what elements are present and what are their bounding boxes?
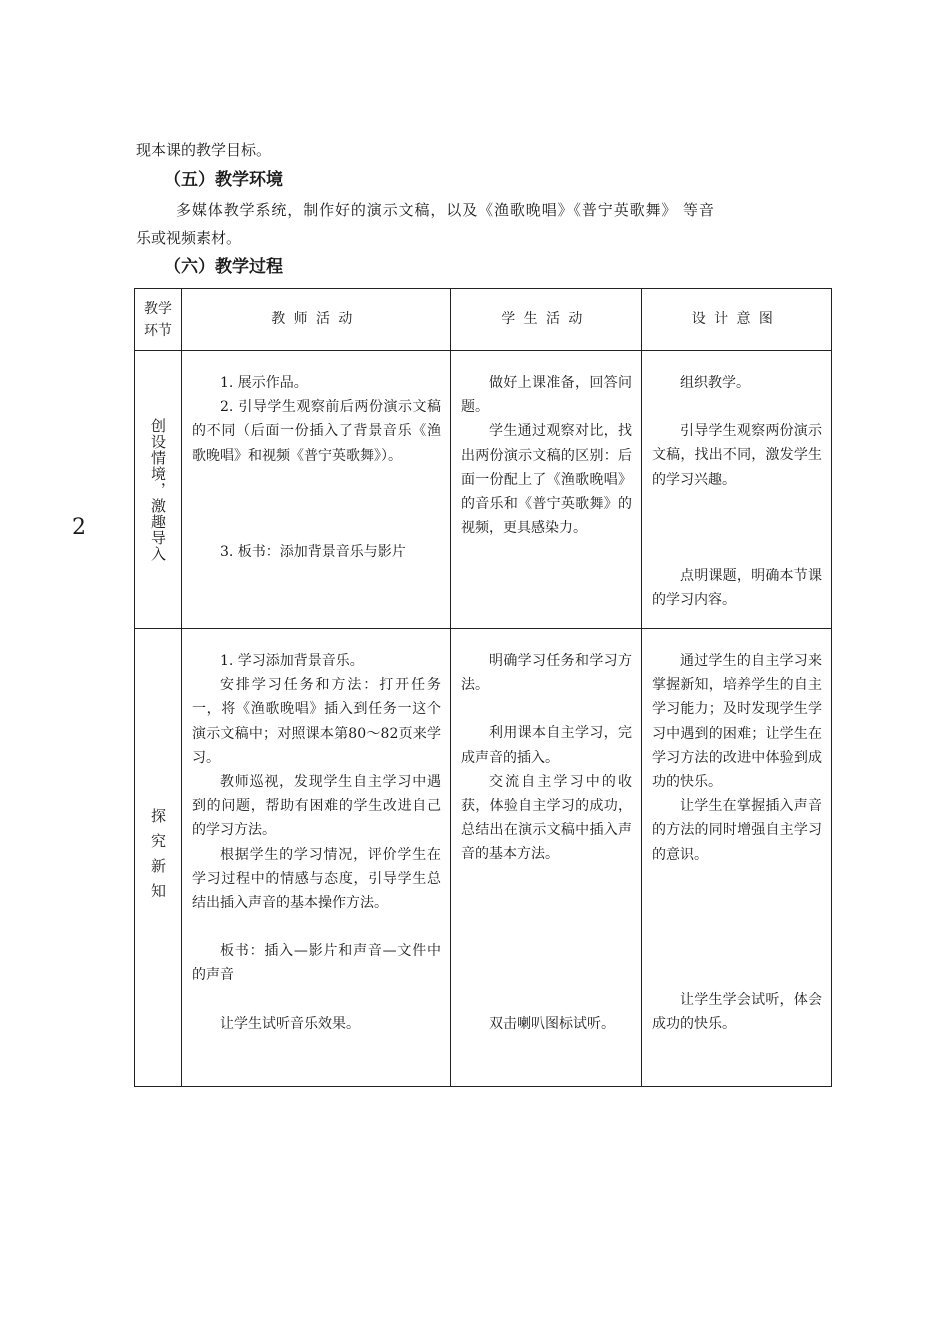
- intent-item: 组织教学。: [680, 375, 750, 391]
- section-5-paragraph-line-1: 多媒体教学系统，制作好的演示文稿，以及《渔歌晚唱》《普宁英歌舞》 等音: [176, 201, 715, 219]
- teacher-cell-explore: [182, 629, 451, 1087]
- teacher-item: 1. 学习添加背景音乐。: [220, 653, 364, 669]
- intent-item: 让学生在掌握插入声音的方法的同时增强自主学习的意识。: [652, 798, 822, 863]
- header-student-activity: 学生活动: [451, 289, 642, 351]
- table-header-row: [135, 289, 832, 351]
- student-item: 交流自主学习中的收获，体验自主学习的成功，总结出在演示文稿中插入声音的基本方法。: [461, 773, 632, 863]
- stage-label-explore: 探究新知: [149, 807, 167, 908]
- student-cell-explore: [451, 629, 642, 1087]
- header-stage-line-2: 环节: [144, 322, 172, 339]
- intent-cell-explore: [642, 629, 832, 1087]
- intro-continuation: 现本课的教学目标。: [136, 141, 272, 159]
- stage-cell-explore: [135, 629, 182, 1087]
- intent-item: 引导学生观察两份演示文稿，找出不同，激发学生的学习兴趣。: [652, 423, 822, 488]
- teacher-item: 3. 板书：添加背景音乐与影片: [220, 543, 406, 560]
- intent-cell-intro: [642, 351, 832, 629]
- teacher-item: 安排学习任务和方法：打开任务一，将《渔歌晚唱》插入到任务一这个演示文稿中；对照课本第80～82页来学习。: [192, 677, 441, 766]
- header-stage: [135, 289, 182, 351]
- teacher-item: 教师巡视，发现学生自主学习中遇到的问题，帮助有困难的学生改进自己的学习方法。: [192, 774, 441, 839]
- header-stage-line-1: 教学: [144, 300, 172, 317]
- header-design-intent: 设计意图: [642, 289, 832, 351]
- teaching-process-table: [134, 288, 832, 1087]
- teacher-item: 板书：插入—影片和声音—文件中的声音: [192, 943, 441, 984]
- student-item: 明确学习任务和学习方法。: [461, 653, 632, 694]
- student-item: 做好上课准备，回答问题。: [461, 375, 632, 416]
- student-cell-intro: [451, 351, 642, 629]
- teacher-cell-intro: [182, 351, 451, 629]
- section-6-heading: （六）教学过程: [164, 257, 283, 277]
- teacher-item: 2. 引导学生观察前后两份演示文稿的不同（后面一份插入了背景音乐《渔歌晚唱》和视频《普宁英歌舞》）。: [192, 399, 441, 464]
- student-item: 双击喇叭图标试听。: [489, 1015, 615, 1032]
- student-item: 学生通过观察对比，找出两份演示文稿的区别：后面一份配上了《渔歌晚唱》的音乐和《普宁英歌舞》的视频，更具感染力。: [461, 423, 632, 537]
- intent-item: 让学生学会试听，体会成功的快乐。: [652, 991, 822, 1033]
- intent-item: 通过学生的自主学习来掌握新知，培养学生的自主学习能力；及时发现学生学习中遇到的困难；让学生在学习方法的改进中体验到成功的快乐。: [652, 653, 822, 791]
- section-5-heading: （五）教学环境: [164, 170, 283, 190]
- stage-label-intro: 创设情境，激趣导入: [149, 417, 167, 562]
- student-item: 利用课本自主学习，完成声音的插入。: [461, 725, 632, 766]
- intent-item: 点明课题，明确本节课的学习内容。: [652, 567, 822, 609]
- teacher-item: 1. 展示作品。: [220, 375, 308, 391]
- section-5-paragraph-line-2: 乐或视频素材。: [136, 229, 242, 247]
- header-teacher-activity: 教师活动: [182, 289, 451, 351]
- stage-cell-intro: [135, 351, 182, 629]
- table-row: [135, 629, 832, 1087]
- teacher-item: 让学生试听音乐效果。: [220, 1015, 360, 1032]
- teacher-item: 根据学生的学习情况，评价学生在学习过程中的情感与态度，引导学生总结出插入声音的基本操作方法。: [192, 846, 441, 912]
- page-number: 2: [72, 515, 86, 540]
- table-row: [135, 351, 832, 629]
